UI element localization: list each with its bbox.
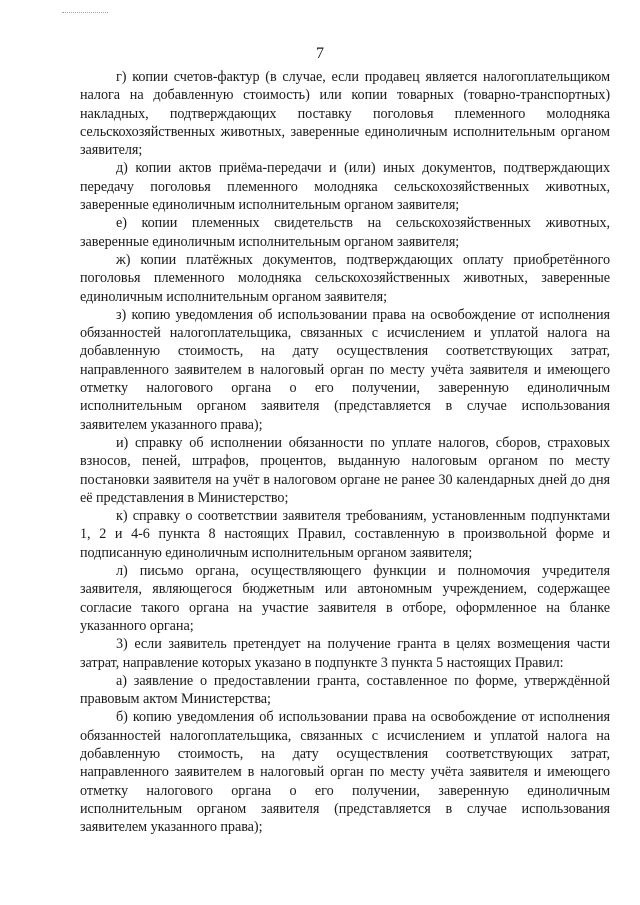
paragraph-z: з) копию уведомления об использовании права на освобождение от исполнения обязанностей налогоплательщика, связанных с исчислением и уплатой налога на добавленную стоимость, на дату осуществления соответствующих затрат, направленного заявителем в налоговый орган по месту учёта заявителя и имеющего отметку налогового органа о его получении, заверенную единоличным исполнительным органом заявителя (представляется в случае использования заявителем указанного права); — [80, 306, 610, 433]
paragraph-k: к) справку о соответствии заявителя требованиям, установленным подпунктами 1, 2 и 4-6 пункта 8 настоящих Правил, составленную в произвольной форме и подписанную единоличным исполнительным органом заявителя; — [80, 508, 610, 561]
paragraph-g: г) копии счетов-фактур (в случае, если продавец является налогоплательщиком налога на добавленную стоимость) или копии товарных (товарно-транспортных) накладных, подтверждающих поставку поголовья племенного молодняка сельскохозяйственных животных, заверенные единоличным исполнительным органом заявителя; — [80, 69, 610, 159]
paragraph-d: д) копии актов приёма-передачи и (или) иных документов, подтверждающих передачу поголовья племенного молодняка сельскохозяйственных животных, заверенные единоличным исполнительным органом заявителя; — [80, 160, 610, 214]
paragraph-b: б) копию уведомления об использовании права на освобождение от исполнения обязанностей налогоплательщика, связанных с исчислением и уплатой налога на добавленную стоимость, на дату осуществления соответствующих затрат, направленного заявителем в налоговый орган по месту учёта заявителя и имеющего отметку налогового органа о его получении, заверенную единоличным исполнительным органом заявителя (представляется в случае использования заявителем указанного права); — [80, 709, 610, 836]
scan-artifact — [62, 12, 108, 16]
paragraph-i: и) справку об исполнении обязанности по уплате налогов, сборов, страховых взносов, пеней, штрафов, процентов, выданную налоговым органом по месту постановки заявителя на учёт в налоговом органе не ранее 30 календарных дней до дня её представления в Министерство; — [80, 434, 610, 506]
page-number: 7 — [316, 45, 324, 62]
paragraph-l: л) письмо органа, осуществляющего функции и полномочия учредителя заявителя, являющегося бюджетным или автономным учреждением, содержащее согласие такого органа на участие заявителя в отборе, оформленное на бланке указанного органа; — [80, 563, 610, 634]
paragraph-zh: ж) копии платёжных документов, подтверждающих оплату приобретённого поголовья племенного молодняка сельскохозяйственных животных, заверенные единоличным исполнительным органом заявителя; — [80, 251, 610, 305]
paragraph-e: е) копии племенных свидетельств на сельскохозяйственных животных, заверенные единоличным исполнительным органом заявителя; — [80, 215, 610, 250]
paragraph-a: а) заявление о предоставлении гранта, составленное по форме, утверждённой правовым актом Министерства; — [80, 672, 610, 708]
paragraph-item-3: 3) если заявитель претендует на получение гранта в целях возмещения части затрат, направление которых указано в подпункте 3 пункта 5 настоящих Правил: — [80, 636, 610, 671]
document-body — [80, 68, 610, 836]
